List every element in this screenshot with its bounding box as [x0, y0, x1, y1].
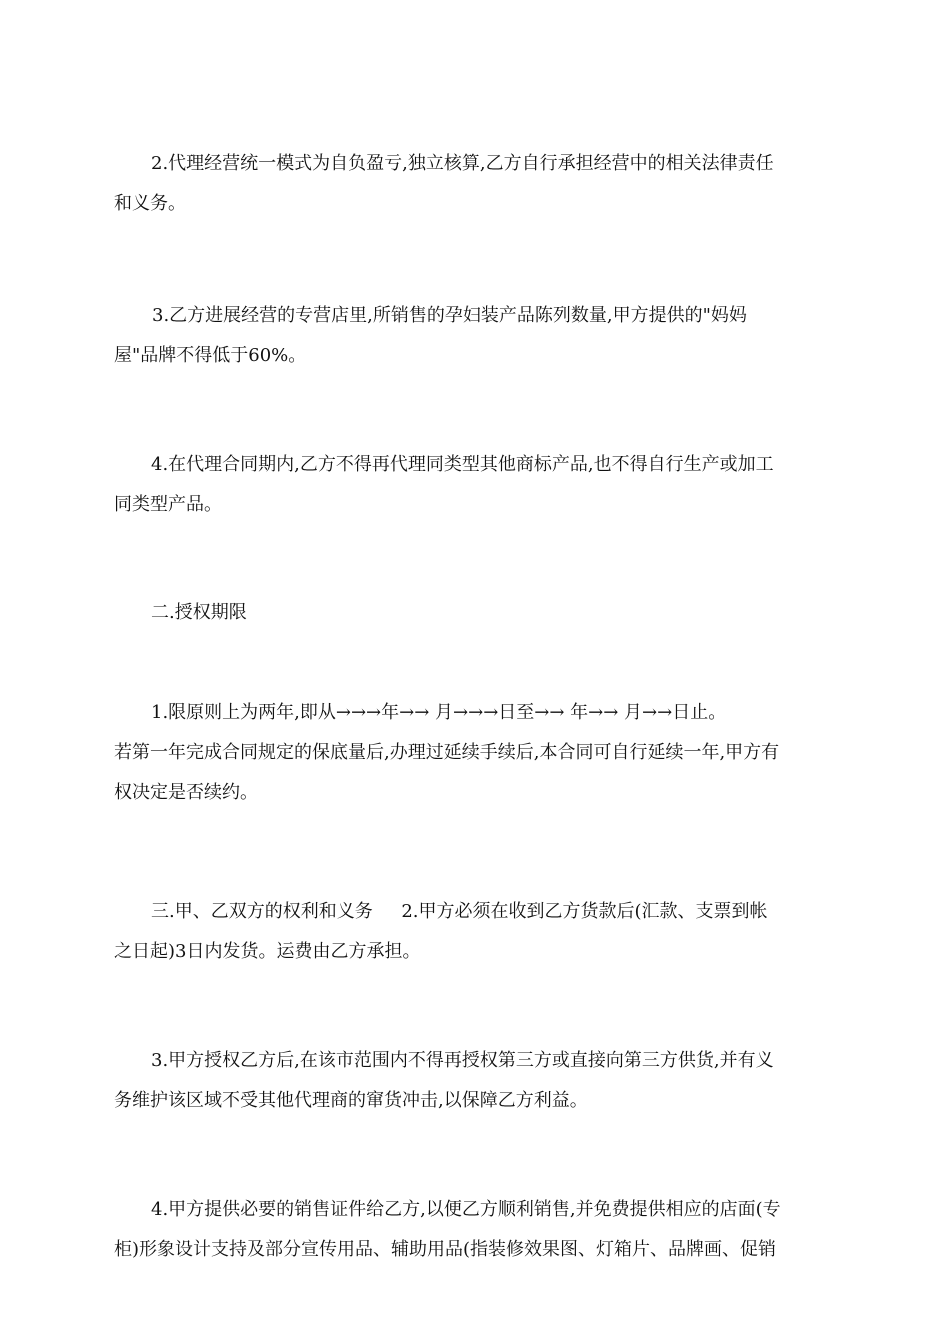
section-heading-term	[114, 593, 840, 633]
heading-text: 二.授权期限	[151, 602, 247, 623]
text-line: 屋"品牌不得低于60%。	[114, 345, 307, 366]
paragraph-rights-delivery	[114, 892, 840, 972]
text-line: 2.代理经营统一模式为自负盈亏,独立核算,乙方自行承担经营中的相关法律责任	[151, 153, 774, 174]
text-line: 3.甲方授权乙方后,在该市范围内不得再授权第三方或直接向第三方供货,并有义	[151, 1050, 774, 1071]
paragraph-agency-mode	[114, 144, 840, 224]
paragraph-support	[114, 1190, 840, 1270]
paragraph-territory	[114, 1041, 840, 1121]
text-line: 之日起)3日内发货。运费由乙方承担。	[114, 941, 421, 962]
text-line: 3.乙方进展经营的专营店里,所销售的孕妇装产品陈列数量,甲方提供的"妈妈	[152, 305, 747, 326]
paragraph-display-ratio	[114, 296, 840, 376]
text-line: 三.甲、乙双方的权利和义务 2.甲方必须在收到乙方货款后(汇款、支票到帐	[151, 901, 768, 922]
text-line: 务维护该区域不受其他代理商的窜货冲击,以保障乙方利益。	[114, 1090, 588, 1111]
paragraph-term-length	[114, 693, 840, 813]
text-line: 和义务。	[114, 193, 186, 214]
paragraph-exclusivity	[114, 445, 840, 525]
text-line: 4.甲方提供必要的销售证件给乙方,以便乙方顺利销售,并免费提供相应的店面(专	[151, 1199, 781, 1220]
text-line: 权决定是否续约。	[114, 782, 258, 803]
text-line: 同类型产品。	[114, 494, 222, 515]
text-line: 4.在代理合同期内,乙方不得再代理同类型其他商标产品,也不得自行生产或加工	[151, 454, 774, 475]
text-line: 柜)形象设计支持及部分宣传用品、辅助用品(指装修效果图、灯箱片、品牌画、促销	[114, 1239, 777, 1260]
text-line: 1.限原则上为两年,即从→→→年→→ 月→→→日至→→ 年→→ 月→→日止。	[151, 702, 727, 723]
text-line: 若第一年完成合同规定的保底量后,办理过延续手续后,本合同可自行延续一年,甲方有	[114, 742, 780, 763]
